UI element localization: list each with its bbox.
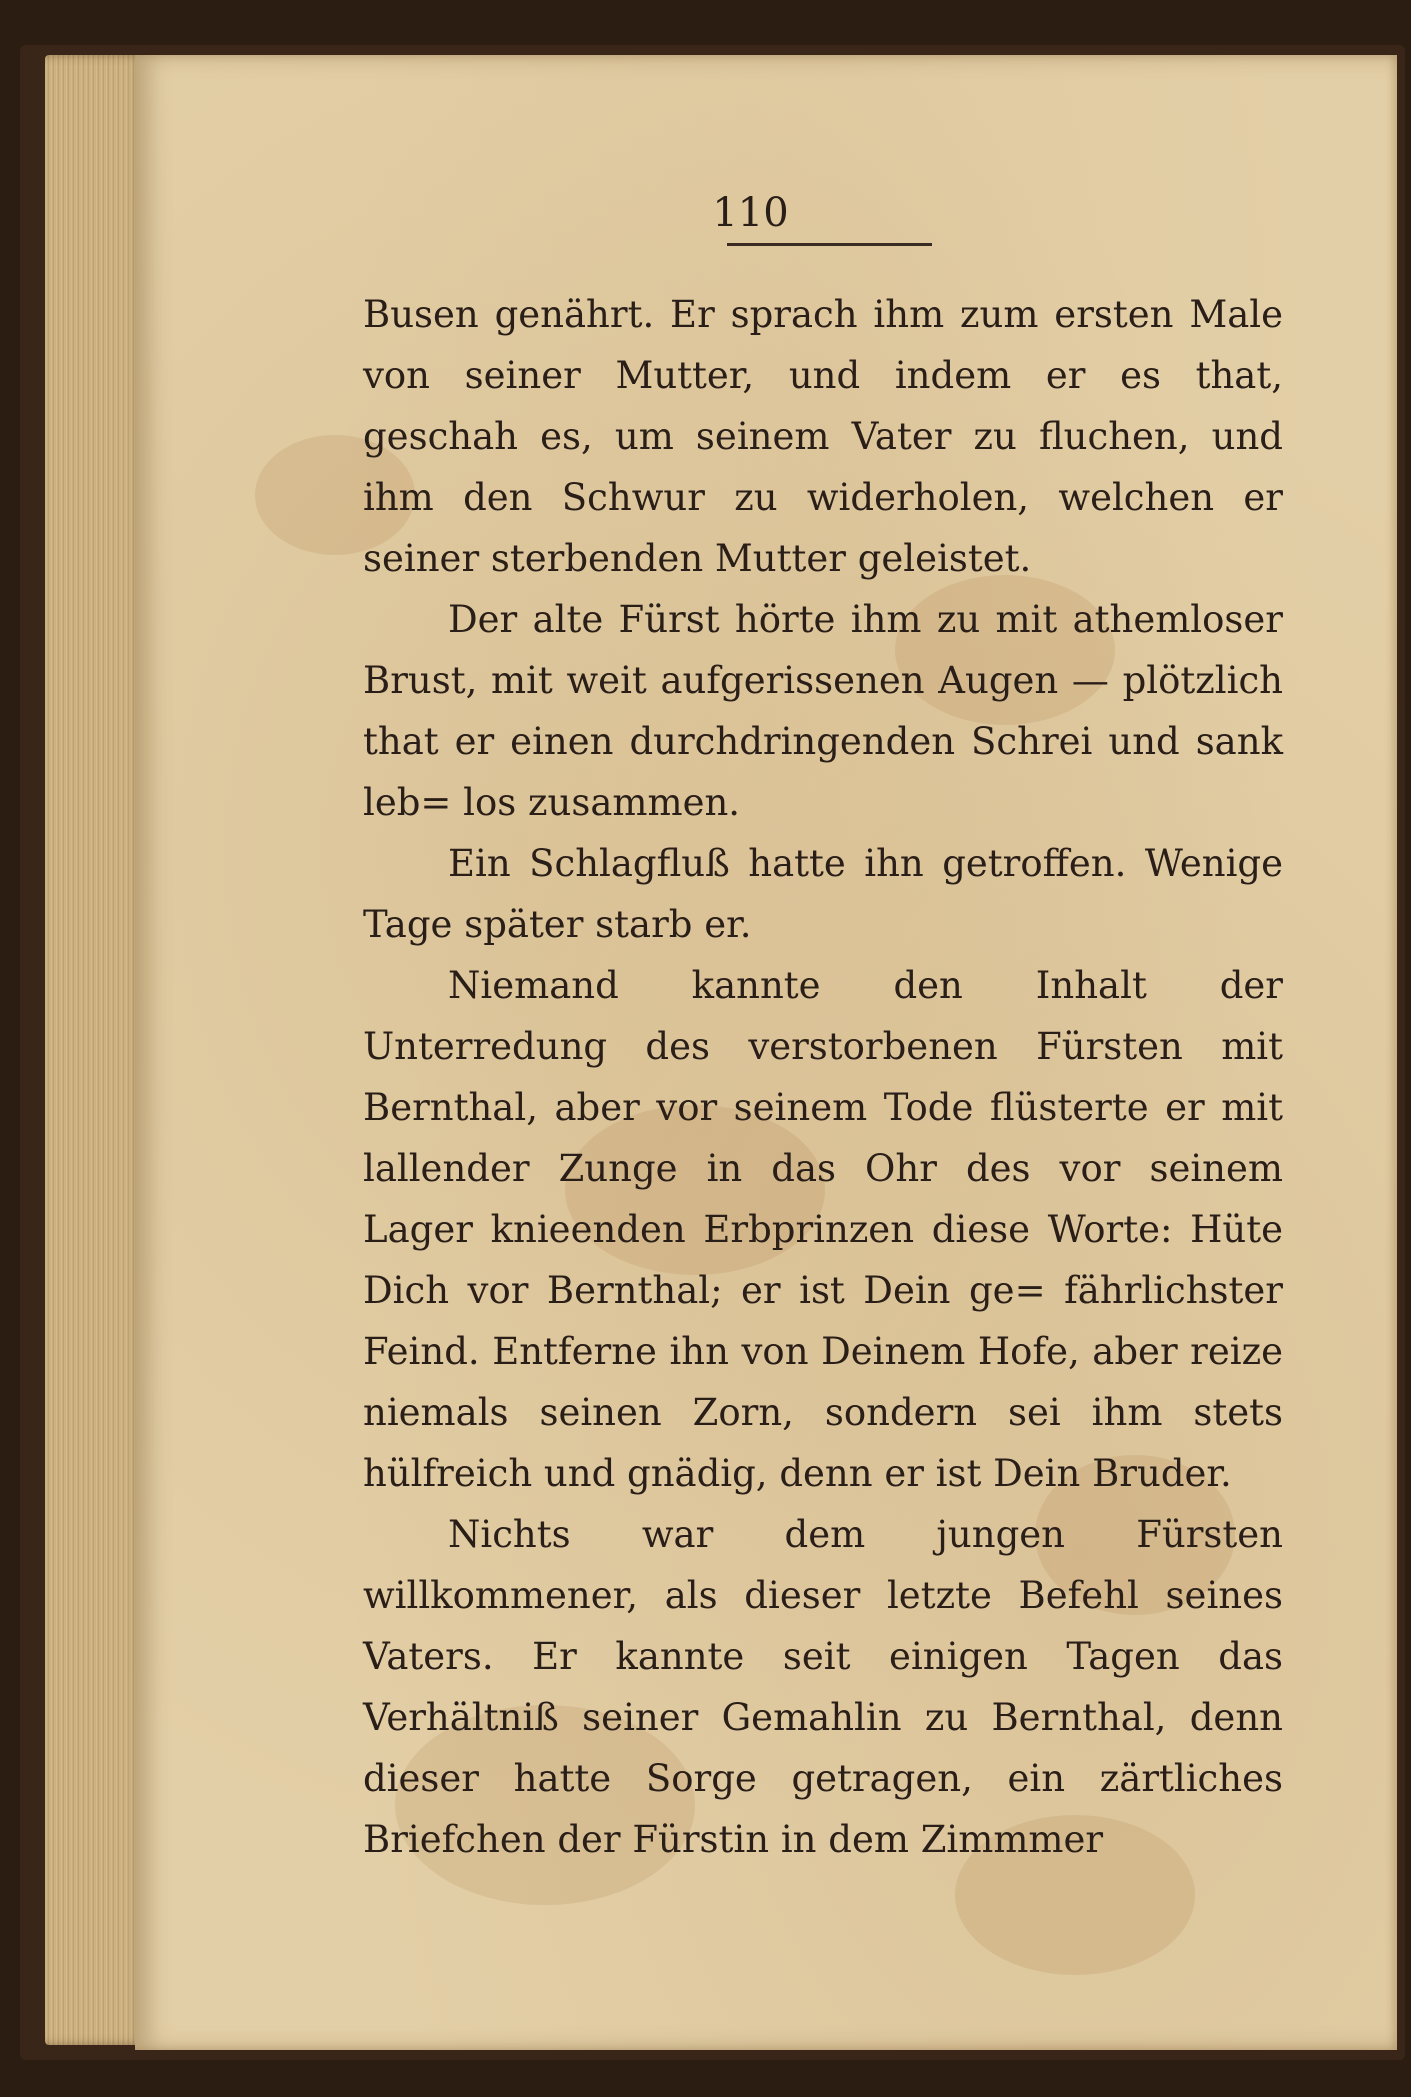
paragraph: Der alte Fürst hörte ihm zu mit athemloser Brust, mit weit aufgerissenen Augen — plötzlich that er einen durchdringenden Schrei und sank leb= los zusammen. — [363, 598, 1283, 824]
paragraph: Niemand kannte den Inhalt der Unterredung des verstorbenen Fürsten mit Bernthal, aber vor seinem Tode flüsterte er mit lallender Zunge in das Ohr des vor seinem Lager knieenden Erbprinzen diese Worte: Hüte Dich vor Bernthal; er ist Dein ge= fährlichster Feind. Entferne ihn von Deinem Hofe, aber reize niemals seinen Zorn, sondern sei ihm stets hülfreich und gnädig, denn er ist Dein Bruder. — [363, 964, 1283, 1495]
paragraph: Busen genährt. Er sprach ihm zum ersten Male von seiner Mutter, und indem er es that, geschah es, um seinem Vater zu fluchen, und ihm den Schwur zu widerholen, welchen er seiner sterbenden Mutter geleistet. — [363, 293, 1283, 580]
body-text — [363, 284, 1283, 1870]
paragraph: Ein Schlagfluß hatte ihn getroffen. Wenige Tage später starb er. — [363, 842, 1283, 946]
page-number: 110 — [712, 190, 789, 236]
paragraph: Nichts war dem jungen Fürsten willkommener, als dieser letzte Befehl seines Vaters. Er kannte seit einigen Tagen das Verhältniß seiner Gemahlin zu Bernthal, denn dieser hatte Sorge getragen, ein zärtliches Briefchen der Fürstin in dem Zimmmer — [363, 1513, 1283, 1861]
page-edges — [45, 55, 145, 2045]
header-rule — [727, 243, 932, 246]
